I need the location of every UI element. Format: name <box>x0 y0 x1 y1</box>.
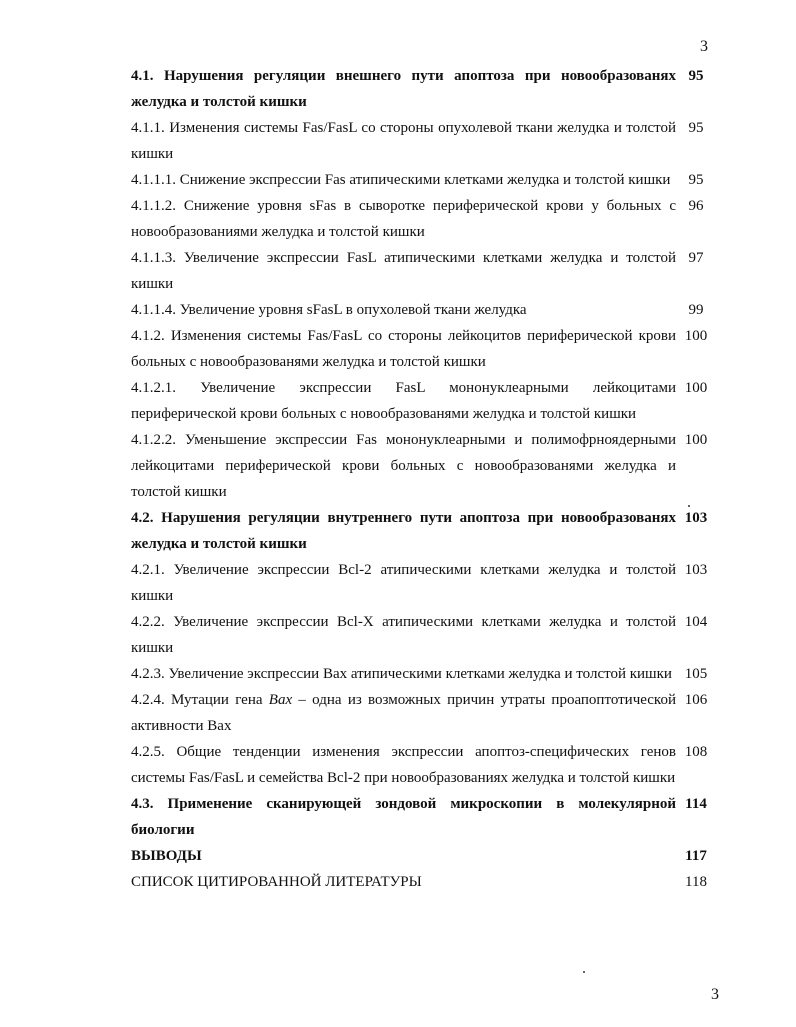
toc-entry-title: 4.1.1.2. Снижение уровня sFas в сыворотке периферической крови у больных с новообразованиями желудка и толстой кишки <box>131 198 676 240</box>
toc-entry-title: 4.1.2.2. Уменьшение экспрессии Fas мононуклеарными и полимофрноядерными лейкоцитами периферической крови больных с новообразованями желудка и толстой кишки <box>131 432 676 500</box>
toc-entry[interactable] <box>131 869 716 895</box>
toc-entry-page: 106 <box>684 692 708 708</box>
scan-speck <box>583 971 585 973</box>
toc-entry[interactable] <box>131 687 716 739</box>
toc-entry[interactable] <box>131 505 716 557</box>
toc-entry[interactable] <box>131 297 716 323</box>
toc-entry[interactable] <box>131 245 716 297</box>
toc-entry-page: 95 <box>688 120 704 136</box>
toc-entry[interactable] <box>131 167 716 193</box>
toc-entry[interactable] <box>131 609 716 661</box>
page-number-top: 3 <box>700 38 708 55</box>
toc-entry-title: 4.1. Нарушения регуляции внешнего пути апоптоза при новообразованях желудка и толстой кишки <box>131 68 676 110</box>
scan-speck <box>688 505 690 507</box>
toc-entry-page: 105 <box>684 666 708 682</box>
toc-entry[interactable] <box>131 661 716 687</box>
toc-entry-page: 100 <box>684 380 708 396</box>
toc-entry[interactable] <box>131 375 716 427</box>
toc-entry[interactable] <box>131 63 716 115</box>
table-of-contents <box>131 63 716 895</box>
toc-entry-page: 97 <box>688 250 704 266</box>
toc-entry-title: 4.2.1. Увеличение экспрессии Bcl-2 атипическими клетками желудка и толстой кишки <box>131 562 676 604</box>
toc-entry-title: СПИСОК ЦИТИРОВАННОЙ ЛИТЕРАТУРЫ <box>131 874 422 890</box>
toc-entry-page: 103 <box>684 562 708 578</box>
toc-entry[interactable] <box>131 323 716 375</box>
gene-name: Bax <box>268 692 293 708</box>
toc-entry[interactable] <box>131 791 716 843</box>
toc-entry-title: 4.1.2.1. Увеличение экспрессии FasL мононуклеарными лейкоцитами периферической крови больных с новообразованями желудка и толстой кишки <box>131 380 676 422</box>
toc-entry-page: 100 <box>684 432 708 448</box>
toc-entry-title: 4.2.4. Мутации гена Bax – одна из возможных причин утраты проапоптотической активности Bax <box>131 692 676 734</box>
toc-entry[interactable] <box>131 193 716 245</box>
toc-entry-title: 4.1.1.4. Увеличение уровня sFasL в опухолевой ткани желудка <box>131 302 527 318</box>
toc-entry-title: 4.2. Нарушения регуляции внутреннего пути апоптоза при новообразованях желудка и толстой кишки <box>131 510 676 552</box>
toc-entry-page: 114 <box>685 796 707 812</box>
toc-entry-page: 100 <box>684 328 708 344</box>
toc-entry-title: 4.2.3. Увеличение экспрессии Bax атипическими клетками желудка и толстой кишки <box>131 666 672 682</box>
toc-entry[interactable] <box>131 115 716 167</box>
toc-entry-title: 4.3. Применение сканирующей зондовой микроскопии в молекулярной биологии <box>131 796 676 838</box>
toc-entry-title: 4.2.2. Увеличение экспрессии Bcl-X атипическими клетками желудка и толстой кишки <box>131 614 676 656</box>
toc-entry[interactable] <box>131 557 716 609</box>
toc-entry-title: 4.1.1.1. Снижение экспрессии Fas атипическими клетками желудка и толстой кишки <box>131 172 671 188</box>
toc-entry-page: 96 <box>688 198 704 214</box>
toc-entry-title: 4.2.5. Общие тенденции изменения экспрессии апоптоз-специфических генов системы Fas/FasL и семейства Bcl-2 при новообразованиях желудка и толстой кишки <box>131 744 676 786</box>
page-number-bottom: 3 <box>711 986 719 1003</box>
toc-entry-page: 118 <box>685 874 707 890</box>
toc-entry-page: 108 <box>684 744 708 760</box>
toc-entry-page: 103 <box>684 510 708 526</box>
toc-entry-page: 95 <box>688 68 704 84</box>
toc-entry-page: 95 <box>688 172 704 188</box>
toc-entry-page: 117 <box>685 848 707 864</box>
toc-entry[interactable] <box>131 427 716 505</box>
toc-entry-title: 4.1.1.3. Увеличение экспрессии FasL атипическими клетками желудка и толстой кишки <box>131 250 676 292</box>
toc-entry-title: 4.1.2. Изменения системы Fas/FasL со стороны лейкоцитов периферической крови больных с новообразованями желудка и толстой кишки <box>131 328 676 370</box>
toc-entry-page: 99 <box>688 302 704 318</box>
toc-entry[interactable] <box>131 739 716 791</box>
toc-entry-title: 4.1.1. Изменения системы Fas/FasL со стороны опухолевой ткани желудка и толстой кишки <box>131 120 676 162</box>
toc-entry-title: ВЫВОДЫ <box>131 848 202 864</box>
toc-entry[interactable] <box>131 843 716 869</box>
toc-entry-page: 104 <box>684 614 708 630</box>
